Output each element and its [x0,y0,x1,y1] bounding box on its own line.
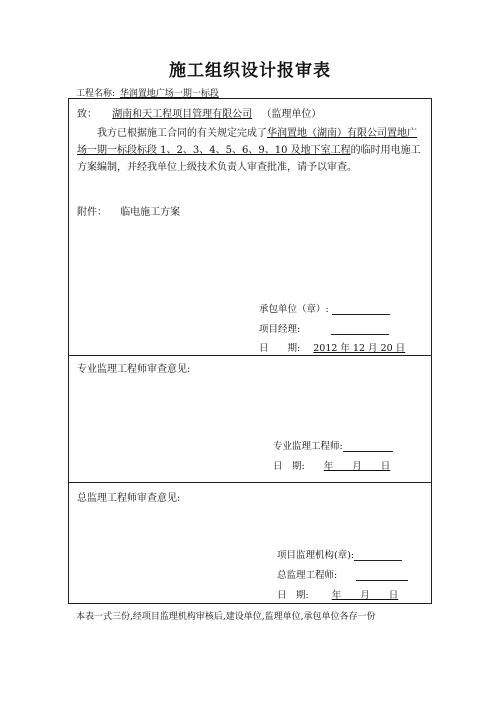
engineer-date-row [273,458,396,472]
submission-section [68,98,432,356]
chief-date-value: 年 月 日 [331,590,399,601]
engineer-date-value: 年 月 日 [323,461,391,472]
project-name-value: 华润置地广场一期一标段 [119,89,219,99]
engineer-review-section [68,355,432,483]
engineer-date-label: 日 期: [273,461,305,472]
engineer-row [273,438,393,452]
engineer-label: 专业监理工程师: [273,441,343,452]
submission-date-row [259,340,405,354]
contractor-signature-line [332,304,390,315]
body-suffix: 的临时用电施工方案编制，并经我单位上级技术负责人审查批准，请予以审查。 [77,145,421,173]
contractor-label: 承包单位（章）: [259,304,329,315]
contractor-row [259,301,390,315]
submission-date-label: 日 期: [259,343,301,354]
chief-date-row [277,587,404,601]
manager-row [259,321,389,335]
attachment-value: 临电施工方案 [120,207,181,218]
supervision-org-label: 项目监理机构(章): [277,550,355,561]
engineer-signature-line [343,441,393,452]
addressee-suffix: （监理单位） [261,109,322,120]
chief-date-label: 日 期: [277,590,309,601]
engineer-review-heading: 专业监理工程师审查意见: [77,364,191,375]
project-name-label: 工程名称: [76,89,116,99]
attachment-row [77,203,180,218]
chief-engineer-signature-line [356,570,408,581]
footer-note: 本表一式三份,经项目监理机构审核后,建设单位,监理单位,承包单位各存一份 [76,612,376,622]
form-title: 施工组织设计报审表 [169,61,331,81]
addressee-value: 湖南和天工程项目管理有限公司 [112,109,253,120]
chief-engineer-label: 总监理工程师: [277,570,338,581]
supervision-org-row [277,547,402,561]
addressee-label: 致： [77,109,97,120]
addressee-row [77,105,321,120]
manager-label: 项目经理: [259,324,301,335]
submission-body [77,125,425,176]
body-prefix: 我方已根据施工合同的有关规定完成了 [97,128,267,139]
supervision-org-signature-line [354,550,402,561]
chief-review-heading: 总监理工程师审查意见: [77,493,181,504]
attachment-label: 附件： [77,207,107,218]
body-project: 华润置地（湖南）有限公司置地广场一期一标段标段 1、2、3、4、5、6、9、10 及地下室工程 [77,128,417,156]
submission-date-value: 2012 年 12 月 20 日 [313,343,406,354]
manager-signature-line [331,324,389,335]
chief-review-section [68,482,432,604]
chief-engineer-row [277,567,408,581]
